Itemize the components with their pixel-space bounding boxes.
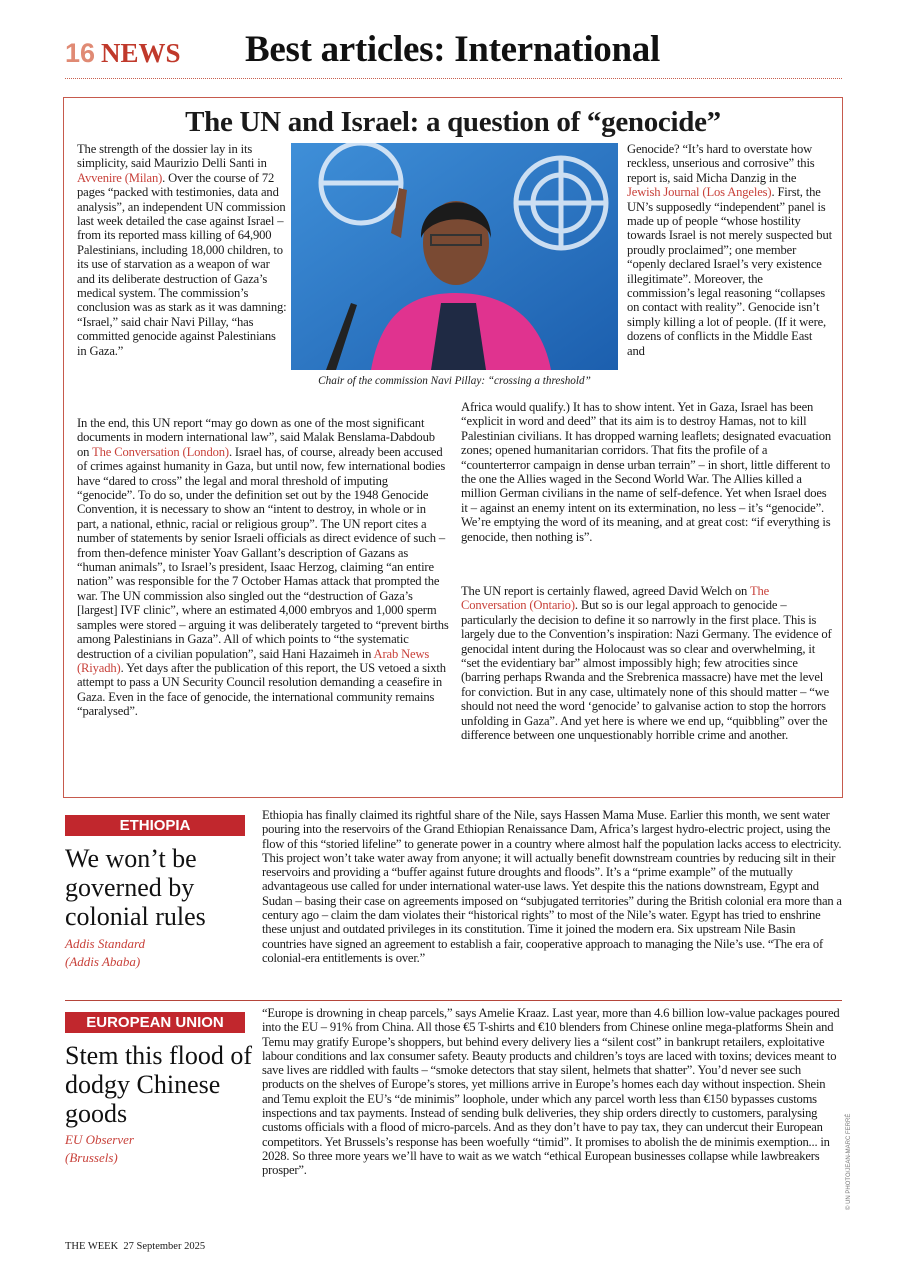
source-link[interactable]: The Conversation (London) <box>92 444 229 459</box>
text: Genocide? “It’s hard to overstate how reckless, unserious and corrosive” this report is, said Micha Danzig in the <box>627 142 815 185</box>
issue-date: 27 September 2025 <box>123 1241 206 1252</box>
source-link[interactable]: Avvenire (Milan) <box>77 170 163 185</box>
article-photo <box>291 143 618 370</box>
article-paragraph-1 <box>77 142 287 358</box>
page-title: Best articles: International <box>245 29 660 70</box>
ethiopia-headline: We won’t be governed by colonial rules <box>65 844 206 931</box>
text: The UN report is certainly flawed, agreed David Welch on <box>461 584 750 598</box>
footer <box>65 1241 205 1252</box>
text: The strength of the dossier lay in its simplicity, said Maurizio Delli Santi in <box>77 142 267 171</box>
section-name: NEWS <box>101 38 181 68</box>
source-name: Addis Standard <box>65 936 146 951</box>
text: . Israel has, of course, already been accused of crimes against humanity in Gaza, but until now, few international bodies have “dared to cross” the legal and moral threshold of imputing “genocide”. To do so, under the definition set out by the 1948 Genocide Convention, it is necessary to show an “intent to destroy, in whole or in part, a national, ethnic, racial or religious group”. The UN report cites a number of statements by senior Israeli officials as direct evidence of such – from then-defence minister Yoav Gallant’s description of Gazans as “human animals”, to Israel’s president, Isaac Herzog, claiming “an entire nation” was responsible for the 7 October Hamas attack that prompted the war. The UN commission also singled out the “destruction of Gaza’s [largest] IVF clinic”, where an estimated 4,000 embryos and 1,000 sperm samples were stored – arguing it was deliberately targeted to “prevent births among Palestinians in Gaza”. All of which points to “the systematic destruction of a civilian population”, said Hani Hazaimeh in <box>77 444 449 661</box>
text: In the end, this UN report “may go down as one of the most significant documents in modern international law”, said Malak Benslama-Dabdoub on <box>77 416 435 459</box>
article-paragraph-2 <box>627 142 832 358</box>
ethiopia-source <box>65 935 145 971</box>
text: . But so is our legal approach to genocide – particularly the decision to define it so narrowly in the first place. This is largely due to the Convention’s inspiration: Nazi Germany. The evidence of genocidal intent during the Holocaust was so clear and overwhelming, it “set the evidentiary bar” almost impossibly high; few atrocities since (barring perhaps Rwanda and the Srebrenica massacre) have met the level for conviction. But in any case, ultimately none of this should matter – “we should not need the word ‘genocide’ to galvanise action to stop the horrors unfolding in Gaza”. And yet here is where we end up, “quibbling” over the difference between one unquestionably horrible crime and another. <box>461 598 832 743</box>
main-headline: The UN and Israel: a question of “genocide” <box>185 106 721 138</box>
source-city: (Brussels) <box>65 1150 118 1165</box>
section-divider <box>65 1000 842 1001</box>
eu-headline: Stem this flood of dodgy Chinese goods <box>65 1041 253 1128</box>
source-link[interactable]: Jewish Journal (Los Angeles) <box>627 185 772 200</box>
eu-body: “Europe is drowning in cheap parcels,” says Amelie Kraaz. Last year, more than 4.6 billion low-value packages poured into the EU – 91% from China. All those €5 T-shirts and €10 blenders from Chinese online mega-platforms Shein and Temu may gratify Europe’s shoppers, but behind every delivery lies a “silent cost” in bankrupt retailers, exploitative labour conditions and lax consumer safety. Beauty products and children’s toys are laced with toxins; devices meant to save lives are riddled with faults – “smoke detectors that stay silent, helmets that shatter”. You’d never see such products on the shelves of Europe’s stores, yet millions arrive in Europe’s homes each day without inspection. Shein and Temu exploit the EU’s “de minimis” loophole, under which any parcel worth less than €150 bypasses customs inspections and tax payments. Instead of sending bulk deliveries, they ship orders directly to customers, paralysing customs officials with a flood of micro-parcels. And as they don’t have to pay tax, they can undercut their European competitors. Yet Brussels’s response has been woefully “timid”. It promises to abolish the de minimis exemption... in 2028. So three more years we’ll have to wait as we watch “ethical European businesses collapse while lawbreakers prosper”. <box>262 1006 840 1178</box>
text: . Yet days after the publication of this report, the US vetoed a sixth attempt to pass a UN Security Council resolution demanding a ceasefire in Gaza. Even in the face of genocide, the international community remains “paralysed”. <box>77 660 446 719</box>
section-label-eu: EUROPEAN UNION <box>65 1012 245 1033</box>
text: . Over the course of 72 pages “packed with testimonies, data and analysis”, an independent UN commission last week detailed the case against Israel – from its reported mass killing of 64,900 Palestinians, including 18,000 children, to its use of starvation as a weapon of war and its deliberate destruction of Gaza’s medical system. The commission’s conclusion was as stark as it was damning: “Israel,” said chair Navi Pillay, “has committed genocide against Palestinians in Gaza.” <box>77 170 287 358</box>
article-paragraph-3 <box>77 416 449 719</box>
article-paragraph-2-continued: Africa would qualify.) It has to show intent. Yet in Gaza, Israel has been “explicit in word and deed” that its aim is to destroy Hamas, not to kill Palestinian civilians. It has dropped warning leaflets; designated evacuation zones; opened humanitarian corridors. That fits the profile of a “counterterror campaign in dense urban terrain” – in short, little different to the one the Allies waged in the Second World War. The Allies killed a million German civilians in the name of self-defence. Yet when Israel does it – against an enemy intent on its extermination, no less – it’s “genocide”. We’re emptying the word of its meaning, and at great cost: “if everything is genocide, then nothing is”. <box>461 400 831 544</box>
header-divider <box>65 78 842 79</box>
publication-name: THE WEEK <box>65 1241 119 1252</box>
ethiopia-body: Ethiopia has finally claimed its rightful share of the Nile, says Hassen Mama Muse. Earlier this month, we sent water pouring into the reservoirs of the Grand Ethiopian Renaissance Dam, Africa’s largest hydro-electric project, using the flow of this “storied lifeline” to generate power in a country where almost half the population lacks access to electricity. This project won’t take water away from anyone; it will actually benefit downstream countries by reducing silt in their reservoirs and providing a “buffer against future droughts and floods”. It’s a “prime example” of the mutually advantageous use called for under international water-use laws. Yet despite this the nations downstream, Egypt and Sudan – basing their case on agreements imposed on “subjugated territories” during the British colonial era more than a century ago – claim the dam violates their “historical rights” to most of the Nile’s water. Egypt has tried to enshrine these unjust and outdated privileges in its constitution. Time it joined the modern era. Six upstream Nile Basin countries have signed an agreement to establish a fair, cooperative approach to managing the Nile’s use. “The era of colonial-era entitlements is over.” <box>262 808 842 965</box>
photo-caption: Chair of the commission Navi Pillay: “crossing a threshold” <box>318 375 591 387</box>
photo-credit: © UN PHOTO/JEAN-MARC FERRÉ <box>846 1113 852 1210</box>
article-paragraph-4 <box>461 584 833 742</box>
source-city: (Addis Ababa) <box>65 954 141 969</box>
page-number: 16 <box>65 38 96 68</box>
source-link[interactable]: Arab News (Riyadh) <box>77 646 430 675</box>
section-label-ethiopia: ETHIOPIA <box>65 815 245 836</box>
source-link[interactable]: The Conversation (Ontario) <box>461 584 770 613</box>
source-name: EU Observer <box>65 1132 134 1147</box>
text: . First, the UN’s supposedly “independent” panel is made up of people “whose hostility towards Israel is not merely suspected but proudly proclaimed”; one member “openly declared Israel’s very existence illegitimate”. Moreover, the commission’s legal reasoning “collapses on contact with reality”. Genocide isn’t simply killing a lot of people. (If it were, dozens of conflicts in the Middle East and <box>627 185 832 358</box>
eu-source <box>65 1131 134 1167</box>
